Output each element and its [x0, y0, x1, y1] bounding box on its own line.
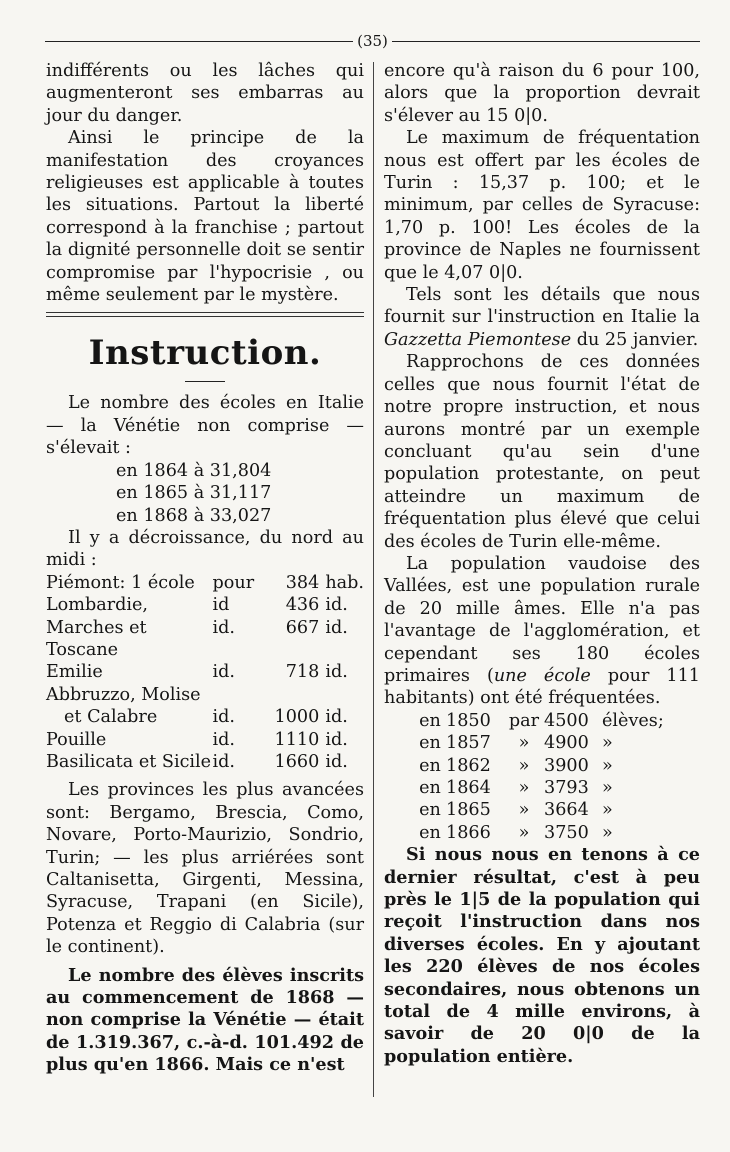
left-paragraph-6: Le nombre des élèves inscrits au commencement de 1868 — non comprise la Vénétie — était de 1.319.367, c.-à-d. 101.492 de plus qu'en 1866. Mais ce n'est	[46, 964, 364, 1076]
region-name: Emilie	[46, 662, 103, 683]
left-paragraph-2: Ainsi le principe de la manifestation des croyances religieuses est applicable à toutes les situations. Partout la liberté correspond à la franchise ; partout la dignité personnelle doit se sentir compromise par l'hypocrisie , ou même seulement par le mystère.	[46, 128, 364, 306]
pupil-prefix: en	[419, 733, 441, 754]
column-divider	[373, 62, 374, 1097]
left-column	[46, 60, 364, 1077]
pupil-suffix: »	[602, 755, 613, 776]
header-rule-left	[45, 41, 353, 42]
right-paragraph-5-emphasis: une école	[493, 665, 591, 686]
pupil-mark: »	[518, 778, 530, 798]
pupil-count: 3900	[544, 755, 589, 776]
newspaper-title: Gazzetta Piemontese	[384, 329, 572, 350]
right-paragraph-6: Si nous nous en tenons à ce dernier résultat, c'est à peu près le 1|5 de la population qui reçoit l'instruction dans nos diverses écoles. En y ajoutant les 220 élèves de nos écoles secondaires, nous obtenons un total de 4 mille environs, à savoir de 20 0|0 de la population entière.	[384, 844, 700, 1067]
right-paragraph-4: Rapprochons de ces données celles que nous fournit l'état de notre propre instruction, et nous aurons montré par un exemple concluant qu'au sein d'une population protestante, on peut atteindre un maximum de fréquentation plus élevé que celui des écoles de Turin elle-même.	[384, 352, 700, 552]
region-unit: id.	[325, 595, 348, 616]
pupil-year: 1866	[446, 822, 491, 843]
school-count-item: en 1864 à 31,804	[116, 460, 272, 481]
bold-block	[46, 965, 364, 1077]
region-value: 1660	[274, 751, 320, 772]
pupil-prefix: en	[419, 710, 441, 731]
list-item	[414, 822, 700, 844]
region-id: id.	[212, 617, 236, 638]
pupil-suffix: »	[602, 822, 613, 843]
pupil-suffix: »	[602, 800, 613, 821]
table-row	[46, 572, 364, 594]
left-paragraph-1: indifférents ou les lâches qui augmenteront ses embarras au jour du danger.	[46, 61, 364, 126]
school-count-list	[116, 460, 364, 527]
list-item	[414, 799, 700, 821]
right-paragraph-1: encore qu'à raison du 6 pour 100, alors que la proportion devrait s'élever au 15 0|0.	[384, 61, 700, 126]
region-value: 667	[285, 617, 320, 638]
table-row	[46, 684, 364, 706]
right-paragraph-3-text-b: du 25 janvier.	[576, 329, 699, 350]
pupil-prefix: en	[419, 755, 441, 776]
pupil-prefix: en	[419, 800, 441, 821]
pupil-mark: »	[518, 755, 530, 776]
section-title: Instruction.	[88, 333, 322, 374]
region-unit: id.	[325, 617, 348, 638]
region-value: 384	[285, 572, 320, 593]
table-row	[46, 617, 364, 662]
left-paragraph-5: Les provinces les plus avancées sont: Bergamo, Brescia, Como, Novare, Porto-Maurizio, Sondrio, Turin; — les plus arriérées sont Caltanisetta, Girgenti, Messina, Syracuse, Trapani (en Sicile), Potenza et Reggio di Calabria (sur le continent).	[46, 780, 364, 958]
region-id: pour	[212, 572, 255, 593]
table-row	[46, 594, 364, 616]
pupil-count: 3664	[544, 800, 589, 821]
title-dash	[185, 381, 225, 382]
pupil-suffix: »	[602, 778, 613, 798]
table-row	[46, 729, 364, 751]
pupil-count-list	[414, 710, 700, 844]
left-paragraph-4: Il y a décroissance, du nord au midi :	[46, 527, 364, 571]
pupil-year: 1862	[446, 755, 491, 776]
region-value: 1110	[274, 729, 320, 750]
pupil-count: 3793	[544, 778, 589, 798]
right-paragraph-2: Le maximum de fréquentation nous est offert par les écoles de Turin : 15,37 p. 100; et le minimum, par celles de Syracuse: 1,70 p. 100! Les écoles de la province de Naples ne fournissent que le 4,07 0|0.	[384, 128, 700, 283]
region-name: Marches et Toscane	[46, 617, 147, 660]
pupil-year: 1857	[446, 733, 491, 754]
header-rule-right	[392, 41, 700, 42]
pupil-mark: »	[518, 733, 530, 754]
region-id: id	[212, 595, 230, 616]
list-item	[414, 732, 700, 754]
region-name: Basilicata et Sicile	[46, 751, 212, 772]
region-value: 718	[285, 662, 320, 683]
pupil-count: 4500	[544, 710, 589, 731]
pupil-year: 1850	[446, 710, 491, 731]
region-unit: hab.	[325, 572, 364, 593]
section-divider	[46, 312, 364, 317]
right-paragraph-5-text-b: pour 111 habitants) ont été fréquentées.	[384, 665, 700, 709]
pupil-count: 4900	[544, 733, 589, 754]
pupil-mark: »	[518, 822, 530, 843]
left-paragraph-3: Le nombre des écoles en Italie — la Vénétie non comprise — s'élevait :	[46, 393, 364, 459]
region-unit: id.	[325, 707, 348, 728]
list-item	[414, 710, 700, 732]
school-count-item: en 1868 à 33,027	[116, 505, 272, 526]
pupil-year: 1865	[446, 800, 491, 821]
pupil-count: 3750	[544, 822, 589, 843]
bold-block	[384, 844, 700, 1068]
table-row	[46, 751, 364, 773]
region-name: Piémont: 1 école	[46, 572, 195, 593]
region-id: id.	[212, 729, 236, 750]
page-header	[45, 30, 700, 52]
region-id: id.	[212, 751, 236, 772]
region-unit: id.	[325, 662, 348, 683]
region-id: id.	[212, 707, 236, 728]
pupil-year: 1864	[446, 778, 491, 798]
region-value: 1000	[274, 707, 320, 728]
region-name: Pouille	[46, 729, 107, 750]
table-row	[46, 661, 364, 683]
pupil-prefix: en	[419, 778, 441, 798]
region-unit: id.	[325, 751, 348, 772]
pupil-mark: »	[518, 800, 530, 821]
right-paragraph-3	[384, 284, 700, 351]
region-name: et Calabre	[64, 707, 158, 728]
table-row	[46, 706, 364, 728]
pupil-prefix: en	[419, 822, 441, 843]
list-item	[414, 777, 700, 799]
list-item	[414, 755, 700, 777]
right-column	[384, 60, 700, 1068]
right-paragraph-3-text-a: Tels sont les détails que nous fournit sur l'instruction en Italie la	[384, 285, 700, 328]
region-name: Lombardie,	[46, 595, 149, 616]
pupil-suffix: »	[602, 733, 613, 754]
right-paragraph-5	[384, 553, 700, 710]
regions-table	[46, 572, 364, 774]
right-paragraph-5-text-a: La population vaudoise des Vallées, est une population rurale de 20 mille âmes. Elle n'a pas l'avantage de l'agglomération, et cependant ses 180 écoles primaires (	[384, 553, 700, 686]
region-value: 436	[285, 595, 320, 616]
page-number: (35)	[357, 32, 388, 50]
school-count-item: en 1865 à 31,117	[116, 483, 272, 504]
region-id: id.	[212, 662, 236, 683]
region-name: Abbruzzo, Molise	[46, 684, 201, 705]
pupil-mark: par	[508, 710, 540, 731]
region-unit: id.	[325, 729, 348, 750]
pupil-suffix: élèves;	[602, 710, 664, 731]
